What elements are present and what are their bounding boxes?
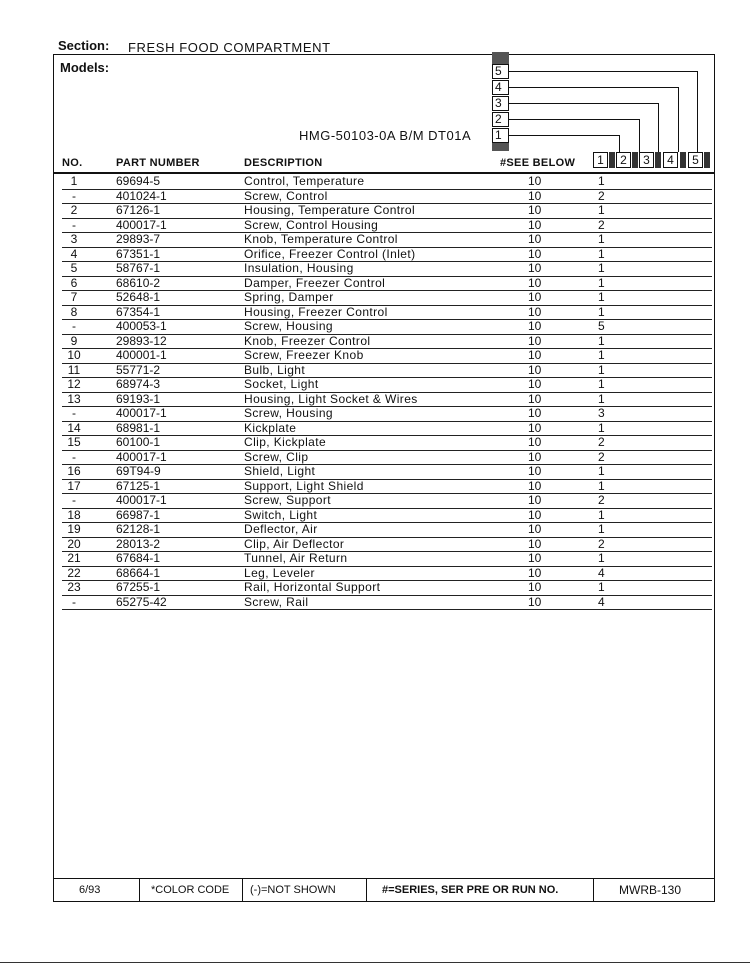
quantity: 1 <box>598 420 605 435</box>
table-row <box>54 262 714 277</box>
row-number: 13 <box>67 391 81 406</box>
description: Bulb, Light <box>244 362 306 377</box>
series-box-1: 1 <box>492 128 509 143</box>
row-number: - <box>72 188 76 203</box>
table-row <box>54 175 714 190</box>
part-number: 400017-1 <box>116 217 167 232</box>
description: Orifice, Freezer Control (Inlet) <box>244 246 416 261</box>
table-row <box>54 364 714 379</box>
bracket-line-2 <box>509 119 639 120</box>
col-header-see-below: #SEE BELOW <box>500 157 576 169</box>
footer-divider <box>593 879 594 901</box>
see-below: 10 <box>528 522 542 536</box>
description: Screw, Control <box>244 188 328 203</box>
series-chip-1: 1 <box>593 152 608 168</box>
quantity: 1 <box>598 203 605 217</box>
bracket-drop-3 <box>658 103 659 152</box>
bracket-line-3 <box>509 103 658 104</box>
table-row <box>54 204 714 219</box>
bracket-drop-2 <box>639 119 640 152</box>
see-below: 10 <box>528 362 542 377</box>
see-below: 10 <box>528 420 542 435</box>
table-row <box>54 567 714 582</box>
see-below: 10 <box>528 377 542 391</box>
description: Screw, Freezer Knob <box>244 348 364 362</box>
part-number: 29893-12 <box>116 333 167 348</box>
quantity: 1 <box>598 261 605 275</box>
table-row <box>54 320 714 335</box>
table-row <box>54 552 714 567</box>
see-below: 10 <box>528 304 542 319</box>
bracket-drop-5 <box>697 71 698 152</box>
quantity: 1 <box>598 348 605 362</box>
see-below: 10 <box>528 261 542 275</box>
col-header-no: NO. <box>62 157 83 169</box>
quantity: 2 <box>598 217 605 232</box>
quantity: 1 <box>598 522 605 536</box>
part-number: 69694-5 <box>116 174 161 188</box>
description: Housing, Light Socket & Wires <box>244 391 418 406</box>
see-below: 10 <box>528 507 542 522</box>
series-chip-divider <box>704 152 710 168</box>
see-below: 10 <box>528 232 542 246</box>
footer-divider <box>366 879 367 901</box>
row-number: 17 <box>67 478 81 493</box>
part-number: 400017-1 <box>116 493 167 507</box>
see-below: 10 <box>528 246 542 261</box>
quantity: 1 <box>598 391 605 406</box>
description: Control, Temperature <box>244 174 365 188</box>
bracket-line-4 <box>509 87 678 88</box>
col-header-part-number: PART NUMBER <box>116 157 200 169</box>
row-underline <box>62 609 712 610</box>
description: Leg, Leveler <box>244 565 315 580</box>
series-chip-divider <box>680 152 686 168</box>
bracket-line-1 <box>509 135 619 136</box>
footer-doc-number: MWRB-130 <box>619 883 682 897</box>
quantity: 1 <box>598 464 605 478</box>
part-number: 400001-1 <box>116 348 167 362</box>
table-row <box>54 233 714 248</box>
row-number: 1 <box>70 174 78 188</box>
footer-series-note: #=SERIES, SER PRE OR RUN NO. <box>382 884 559 896</box>
table-row <box>54 219 714 234</box>
part-number: 69193-1 <box>116 391 161 406</box>
page-bottom-rule <box>0 962 750 963</box>
part-number: 58767-1 <box>116 261 161 275</box>
part-number: 401024-1 <box>116 188 167 203</box>
quantity: 2 <box>598 493 605 507</box>
row-number: 11 <box>67 362 81 377</box>
see-below: 10 <box>528 348 542 362</box>
description: Knob, Temperature Control <box>244 232 398 246</box>
part-number: 67354-1 <box>116 304 161 319</box>
part-number: 60100-1 <box>116 435 161 449</box>
see-below: 10 <box>528 319 542 333</box>
part-number: 67255-1 <box>116 580 161 594</box>
table-row <box>54 538 714 553</box>
part-number: 400053-1 <box>116 319 167 333</box>
row-number: 12 <box>67 377 81 391</box>
part-number: 29893-7 <box>116 232 161 246</box>
table-row <box>54 190 714 205</box>
quantity: 5 <box>598 319 605 333</box>
table-row <box>54 581 714 596</box>
part-number: 68664-1 <box>116 565 161 580</box>
description: Clip, Air Deflector <box>244 536 345 551</box>
description: Tunnel, Air Return <box>244 551 348 565</box>
models-label: Models: <box>60 60 110 75</box>
part-number: 67125-1 <box>116 478 161 493</box>
description: Spring, Damper <box>244 290 334 304</box>
row-number: - <box>72 493 76 507</box>
see-below: 10 <box>528 333 542 348</box>
table-row <box>54 465 714 480</box>
footer-divider <box>139 879 140 901</box>
description: Insulation, Housing <box>244 261 354 275</box>
part-number: 67126-1 <box>116 203 161 217</box>
description: Socket, Light <box>244 377 319 391</box>
series-box-cap <box>492 52 509 64</box>
description: Housing, Temperature Control <box>244 203 416 217</box>
row-number: - <box>72 449 76 464</box>
see-below: 10 <box>528 290 542 304</box>
table-row <box>54 509 714 524</box>
part-number: 55771-2 <box>116 362 161 377</box>
part-number: 65275-42 <box>116 594 167 609</box>
description: Rail, Horizontal Support <box>244 580 381 594</box>
part-number: 68974-3 <box>116 377 161 391</box>
table-row <box>54 277 714 292</box>
table-row <box>54 306 714 321</box>
table-row <box>54 436 714 451</box>
part-number: 66987-1 <box>116 507 161 522</box>
quantity: 1 <box>598 551 605 565</box>
row-number: 6 <box>70 275 78 290</box>
series-chip-2: 2 <box>616 152 631 168</box>
part-number: 400017-1 <box>116 449 167 464</box>
description: Housing, Freezer Control <box>244 304 388 319</box>
see-below: 10 <box>528 203 542 217</box>
series-box-3: 3 <box>492 96 509 111</box>
table-row <box>54 480 714 495</box>
see-below: 10 <box>528 536 542 551</box>
see-below: 10 <box>528 565 542 580</box>
quantity: 1 <box>598 232 605 246</box>
row-number: - <box>72 217 76 232</box>
row-number: 15 <box>67 435 81 449</box>
row-number: 8 <box>70 304 78 319</box>
series-chip-3: 3 <box>639 152 654 168</box>
quantity: 1 <box>598 246 605 261</box>
description: Knob, Freezer Control <box>244 333 371 348</box>
see-below: 10 <box>528 449 542 464</box>
description: Screw, Housing <box>244 406 333 420</box>
row-number: 7 <box>70 290 78 304</box>
bracket-drop-1 <box>619 135 620 152</box>
see-below: 10 <box>528 594 542 609</box>
quantity: 1 <box>598 290 605 304</box>
row-number: 10 <box>67 348 81 362</box>
see-below: 10 <box>528 174 542 188</box>
see-below: 10 <box>528 580 542 594</box>
description: Damper, Freezer Control <box>244 275 386 290</box>
description: Switch, Light <box>244 507 318 522</box>
description: Support, Light Shield <box>244 478 364 493</box>
quantity: 1 <box>598 362 605 377</box>
description: Screw, Support <box>244 493 331 507</box>
see-below: 10 <box>528 478 542 493</box>
row-number: 22 <box>67 565 81 580</box>
row-number: 23 <box>67 580 81 594</box>
series-chip-divider <box>655 152 661 168</box>
quantity: 4 <box>598 594 605 609</box>
part-number: 67351-1 <box>116 246 161 261</box>
footer-date: 6/93 <box>79 884 101 896</box>
see-below: 10 <box>528 188 542 203</box>
quantity: 4 <box>598 565 605 580</box>
table-row <box>54 248 714 263</box>
series-chip-4: 4 <box>663 152 678 168</box>
see-below: 10 <box>528 275 542 290</box>
row-number: - <box>72 594 76 609</box>
see-below: 10 <box>528 406 542 420</box>
part-number: 69T94-9 <box>116 464 161 478</box>
description: Kickplate <box>244 420 297 435</box>
description: Screw, Control Housing <box>244 217 379 232</box>
part-number: 52648-1 <box>116 290 161 304</box>
table-row <box>54 335 714 350</box>
series-box-5: 5 <box>492 64 509 79</box>
quantity: 1 <box>598 174 605 188</box>
quantity: 2 <box>598 449 605 464</box>
row-number: 9 <box>70 333 78 348</box>
model-name: HMG-50103-0A B/M DT01A <box>299 128 472 143</box>
row-number: - <box>72 319 76 333</box>
description: Screw, Rail <box>244 594 309 609</box>
table-row <box>54 494 714 509</box>
quantity: 2 <box>598 536 605 551</box>
series-box-4: 4 <box>492 80 509 95</box>
description: Clip, Kickplate <box>244 435 327 449</box>
footer-bar <box>53 878 715 902</box>
see-below: 10 <box>528 464 542 478</box>
series-chip-5: 5 <box>688 152 703 168</box>
see-below: 10 <box>528 551 542 565</box>
quantity: 1 <box>598 478 605 493</box>
table-row <box>54 451 714 466</box>
quantity: 1 <box>598 507 605 522</box>
table-row <box>54 523 714 538</box>
part-number: 68981-1 <box>116 420 161 435</box>
row-number: 19 <box>67 522 81 536</box>
series-chip-divider <box>609 152 615 168</box>
table-row <box>54 291 714 306</box>
quantity: 1 <box>598 304 605 319</box>
table-row <box>54 378 714 393</box>
row-number: 3 <box>70 232 78 246</box>
footer-divider <box>242 879 243 901</box>
description: Deflector, Air <box>244 522 318 536</box>
row-number: 20 <box>67 536 81 551</box>
quantity: 2 <box>598 435 605 449</box>
description: Screw, Housing <box>244 319 333 333</box>
footer-color-code: *COLOR CODE <box>151 884 230 896</box>
quantity: 1 <box>598 580 605 594</box>
section-label: Section: <box>58 38 110 53</box>
see-below: 10 <box>528 435 542 449</box>
footer-not-shown: (-)=NOT SHOWN <box>250 884 336 896</box>
see-below: 10 <box>528 217 542 232</box>
series-box-base <box>492 143 509 151</box>
part-number: 62128-1 <box>116 522 161 536</box>
row-number: - <box>72 406 76 420</box>
description: Screw, Clip <box>244 449 309 464</box>
table-row <box>54 349 714 364</box>
part-number: 68610-2 <box>116 275 161 290</box>
part-number: 400017-1 <box>116 406 167 420</box>
section-value: FRESH FOOD COMPARTMENT <box>128 40 331 55</box>
row-number: 16 <box>67 464 81 478</box>
quantity: 1 <box>598 333 605 348</box>
bracket-drop-4 <box>678 87 679 152</box>
table-row <box>54 393 714 408</box>
row-number: 5 <box>70 261 78 275</box>
row-number: 18 <box>67 507 81 522</box>
col-header-description: DESCRIPTION <box>244 157 323 169</box>
part-number: 28013-2 <box>116 536 161 551</box>
quantity: 3 <box>598 406 605 420</box>
bracket-line-5 <box>509 71 697 72</box>
row-number: 21 <box>67 551 81 565</box>
row-number: 2 <box>70 203 78 217</box>
series-box-2: 2 <box>492 112 509 127</box>
table-row <box>54 407 714 422</box>
table-row <box>54 596 714 611</box>
row-number: 4 <box>70 246 78 261</box>
part-number: 67684-1 <box>116 551 161 565</box>
series-chip-divider <box>632 152 638 168</box>
row-number: 14 <box>67 420 81 435</box>
quantity: 2 <box>598 188 605 203</box>
quantity: 1 <box>598 377 605 391</box>
quantity: 1 <box>598 275 605 290</box>
table-row <box>54 422 714 437</box>
see-below: 10 <box>528 391 542 406</box>
see-below: 10 <box>528 493 542 507</box>
description: Shield, Light <box>244 464 316 478</box>
